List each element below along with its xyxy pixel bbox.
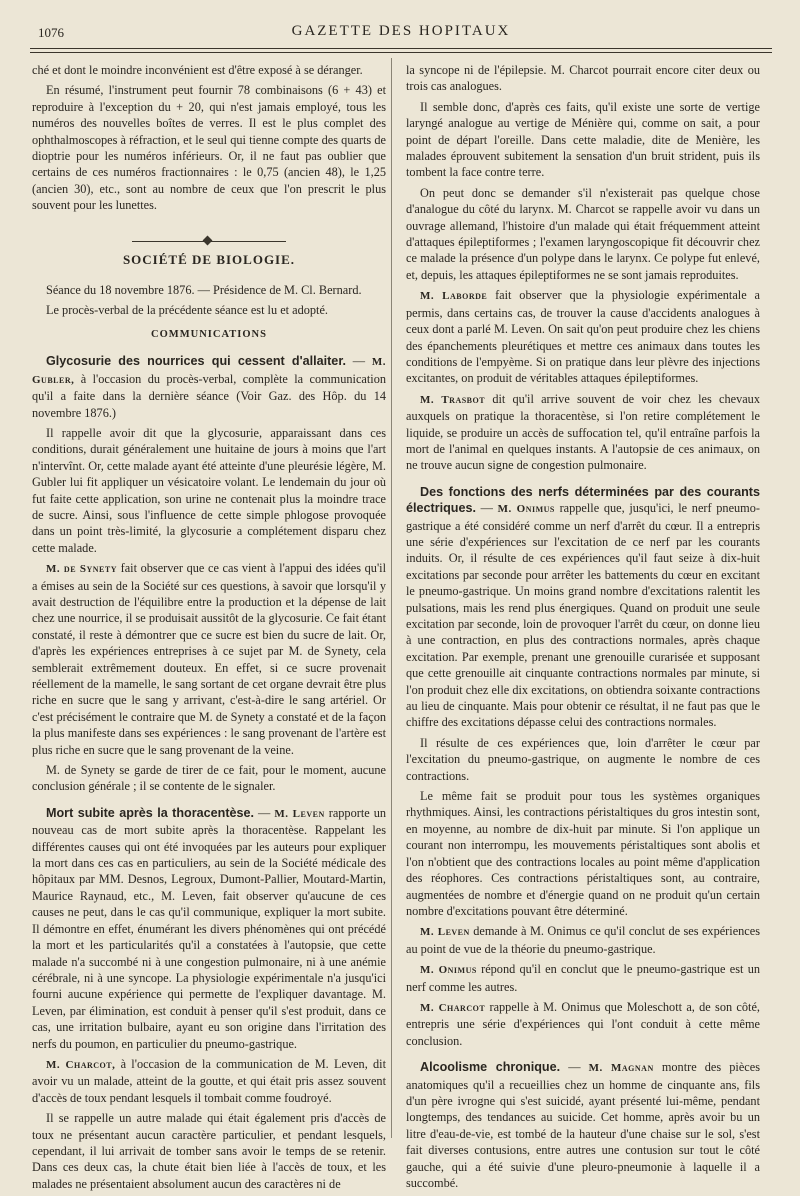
paragraph: Le même fait se produit pour tous les systèmes organiques rhythmiques. Ainsi, les contractions péristaltiques du gros intestin sont, en moyenne, au nombre de dix-huit par minute. Si l'on applique un courant non interrompu, les mouvements péristaltiques sont abolis et l'on n'obtient que des contractions locales au point même d'application des réophores. Ces contractions péristaltiques sont, au contraire, augmentées de nombre et d'énergie quand on ne produit qu'un certain nombre d'excitations pouvant être déterminé. bbox=[406, 789, 760, 918]
paragraph: Il résulte de ces expériences que, loin d'arrêter le cœur par l'excitation du pneumo-gastrique, on augmente le nombre de ces contractions. bbox=[406, 735, 760, 783]
speaker-name: M. Onimus bbox=[420, 964, 477, 977]
section-ornament bbox=[32, 236, 386, 246]
speaker-name: M. Leven bbox=[274, 807, 325, 820]
article-mort-subite: Mort subite après la thoracentèse. — M. Leven rapporte un nouveau cas de mort subite après la thoracentèse. Rappelant les différentes causes qui ont été invoquées par les auteurs pour expliquer la mort dans ces cas en particuliers, au sein de la Société médicale des hôpitaux par MM. Desnos, Legroux, Dumont-Pallier, Moutard-Martin, Maurice Raynaud, etc., M. Leven, fait observer qu'aucune de ces causes ne peut, dans le cas qu'il communique, expliquer la mort subite. Il démontre en effet, énumérant les divers phénomènes qui ont précédé la mort et les particularités qu'il a constatées à l'autopsie, que cette malade n'a succombé ni à une congestion pulmonaire, ni à une anémie cérébrale, ni à une syncope. La physiologie expérimentale n'a jusqu'ici fourni aucune expérience qui permette de l'expliquer davantage. M. Leven, par élimination, est conduit à penser qu'il s'est produit, dans ce cas, une irritation bulbaire, ayant eu son origine dans l'irritation des nerfs du poumon, en particulier du pneumo-gastrique. bbox=[32, 805, 386, 1051]
article-fonctions-nerfs: Des fonctions des nerfs déterminées par des courants électriques. — M. Onimus rappelle que, jusqu'ici, le nerf pneumo-gastrique a été considéré comme un nerf d'arrêt du cœur. Il a entrepris une série d'expériences sur l'excitation de ce nerf par les courants induits. Or, il résulte de ces expériences qu'il faut seize à dix-huit excitations par seconde pour arrêter les battements du cœur en excitant le pneumo-gastrique. Un moins grand nombre d'excitations ralentit les pulsations, mais les rend plus énergiques. Quand on produit une seule excitation par seconde, loin de provoquer l'arrêt du cœur, on donne lieu à une contraction, en plus des contractions normales, après chaque excitation. Par exemple, prenant une grenouille curarisée et supposant que cette grenouille ait cinquante contractions normales par minute, si l'on produit chez elle dix excitations, on obtiendra soixante contractions au lieu de cinquante. Mais pour obtenir ce résultat, il ne faut pas que le chiffre des excitations dépasse celui des contractions normales. bbox=[406, 484, 760, 730]
header-rule-double bbox=[30, 52, 772, 53]
article-alcoolisme: Alcoolisme chronique. — M. Magnan montre des pièces anatomiques qu'il a recueillies chez un homme de cinquante ans, fils d'un père ivrogne qui s'est suicidé, ayant présenté lui-même, pendant longtemps, des tendances au suicide. Cet homme, après avoir bu un litre d'eau-de-vie, est tombé de la hauteur d'une chaise sur le sol, s'est fait diverses contusions, entre autres une contusion sur tout le côté gauche, qui a été suivie d'une pleuro-pneumonie à laquelle il a succombé. bbox=[406, 1060, 760, 1190]
article-heading: Alcoolisme chronique. bbox=[420, 1060, 561, 1075]
seance-line: Séance du 18 novembre 1876. — Présidence de M. Cl. Bernard. bbox=[46, 283, 362, 298]
article-glycosurie: Glycosurie des nourrices qui cessent d'allaiter. — M. Gubler, à l'occasion du procès-verbal, complète la communication qu'il a faite dans la dernière séance (Voir Gaz. des Hôp. du 14 novembre 1876.) bbox=[32, 354, 387, 420]
paragraph: ché et dont le moindre inconvénient est d'être exposé à se déranger. bbox=[32, 63, 363, 77]
paragraph: M. Laborde fait observer que la physiologie expérimentale a permis, dans certains cas, de trouver la cause d'accidents analogues à ceux dont a parlé M. Leven. On sait qu'on peut produire chez les chiens des épanchements pleurétiques et mettre ces animaux dans toutes les conditions de l'empyème. Si on pratique dans leur plèvre des injections excitantes, on produit de véritables attaques épileptiformes. bbox=[406, 288, 760, 386]
speaker-name: M. Charcot bbox=[420, 1001, 486, 1014]
paragraph: la syncope ni de l'épilepsie. M. Charcot pourrait encore citer deux ou trois cas analogues. bbox=[406, 63, 760, 94]
speaker-name: M. de Synety bbox=[46, 563, 117, 576]
paragraph: M. de Synety se garde de tirer de ce fait, pour le moment, aucune conclusion générale ; il se contente de le signaler. bbox=[32, 763, 386, 794]
paragraph: Il rappelle avoir dit que la glycosurie, apparaissant dans ces conditions, durait généralement une huitaine de jours à moins que l'art n'intervînt. Or, cette malade ayant été atteinte d'une pleurésie légère, M. Gubler lui fit appliquer un vésicatoire volant. Le lendemain du jour où fut faite cette application, son urine ne contenait plus la moindre trace de sucre. Ainsi, sous l'influence de cette simple phlogose provoquée dans un point très-limité, la glycosurie a complétement disparu chez cette malade. bbox=[32, 425, 386, 555]
paragraph: Il semble donc, d'après ces faits, qu'il existe une sorte de vertige laryngé analogue au vertige de Ménière qui, comme on sait, a pour point de départ l'oreille. Dans cette maladie, dite de Menière, les malades éprouvent subitement la sensation d'un bruit strident, puis ils tombent la face contre terre. bbox=[406, 99, 760, 180]
page-header bbox=[30, 20, 772, 48]
paragraph: M. Charcot, à l'occasion de la communication de M. Leven, dit avoir vu un malade, atteint de la goutte, et qui était pris assez souvent d'accès de toux pendant lesquels il tombait comme foudroyé. bbox=[32, 1056, 386, 1105]
paragraph: On peut donc se demander s'il n'existerait pas quelque chose d'analogue du côté du larynx. M. Charcot se rappelle avoir vu dans un ouvrage allemand, l'histoire d'un malade qui était fréquemment atteint d'attaques épileptiformes ; l'examen laryngoscopique fit découvrir chez ce malade la présence d'un polype dans le larynx. Ce polype fut enlevé, et, depuis, les attaques épileptiformes ne se sont jamais reproduites. bbox=[406, 185, 760, 282]
article-heading: Des fonctions des nerfs déterminées par des courants électriques. bbox=[406, 484, 760, 516]
right-column bbox=[406, 62, 760, 1195]
paragraph: Le procès-verbal de la précédente séance est lu et adopté. bbox=[46, 303, 328, 318]
paragraph: M. Leven demande à M. Onimus ce qu'il conclut de ses expériences au point de vue de la théorie du pneumo-gastrique. bbox=[406, 924, 761, 956]
left-column bbox=[32, 62, 386, 1196]
speaker-name: M. Gubler, bbox=[32, 356, 386, 386]
paragraph: M. de Synety fait observer que ce cas vient à l'appui des idées qu'il a émises au sein de la Société sur ces questions, à savoir que lorsqu'il y avait destruction de l'équilibre entre la production et la dépense de lait chez une nourrice, il se produisait aussitôt de la glycosurie. Ce fait étant constaté, il reste à démontrer que ce sucre est bien du sucre de lait. Or, d'après les expériences entreprises à ce sujet par M. de Synety, cela semblerait extrêmement douteux. En effet, si ce sucre provenait réellement de la mamelle, le sang sortant de cet organe devrait être plus riche en sucre que le sang y arrivant, c'est-à-dire le sang artériel. Or c'est précisément le contraire que M. de Synety a constaté et de la façon la plus manifeste dans ses expériences : le sang provenant de l'artère est plus riche en sucre que le sang provenant de la veine. bbox=[32, 561, 387, 757]
paragraph: En résumé, l'instrument peut fournir 78 combinaisons (6 + 43) et reproduire à l'exception du + 20, qui n'est jamais employé, tous les numéros des nouvelles boîtes de verres. Il est le plus complet des ophthalmoscopes à réfraction, et le seul qui tienne compte des quarts de dioptrie pour les numéros inférieurs. Or, il ne faut pas oublier que certains de ces numéros fractionnaires : le 0,75 (ancien 48), le 1,25 (ancien 30), etc., sont au nombre de ceux que l'on prescrit le plus souvent pour les lunettes. bbox=[32, 83, 386, 213]
speaker-name: M. Laborde bbox=[420, 290, 488, 303]
speaker-name: M. Charcot, bbox=[46, 1058, 116, 1071]
speaker-name: M. Leven bbox=[420, 926, 470, 939]
paragraph: M. Charcot rappelle à M. Onimus que Moleschott a, de son côté, entrepris une série d'expériences qui l'ont conduit à cette même conclusion. bbox=[406, 999, 760, 1048]
section-title: SOCIÉTÉ DE BIOLOGIE. bbox=[122, 251, 296, 267]
column-separator bbox=[391, 58, 392, 1138]
speaker-name: M. Trasbot bbox=[420, 393, 486, 406]
header-rule bbox=[30, 48, 772, 49]
article-heading: Glycosurie des nourrices qui cessent d'allaiter. bbox=[46, 354, 347, 369]
paragraph: M. Trasbot dit qu'il arrive souvent de voir chez les chevaux auxquels on pratique la thoracentèse, si l'on retire complétement le liquide, se produire un accès de suffocation tel, qu'il entraîne parfois la mort de l'animal en quelques instants. A l'autopsie de ces animaux, on ne trouve aucun signe de congestion pulmonaire. bbox=[406, 391, 760, 473]
journal-title: GAZETTE DES HOPITAUX bbox=[291, 23, 511, 39]
article-heading: Mort subite après la thoracentèse. bbox=[46, 805, 255, 820]
speaker-name: M. Onimus bbox=[497, 503, 555, 516]
speaker-name: M. Magnan bbox=[588, 1062, 654, 1075]
page-number: 1076 bbox=[38, 25, 64, 40]
paragraph: M. Onimus répond qu'il en conclut que le pneumo-gastrique est un nerf comme les autres. bbox=[406, 962, 760, 994]
paragraph: Il se rappelle un autre malade qui était également pris d'accès de toux ne présentant aucun caractère particulier, et pendant lesquels, cependant, il lui arrivait de tomber sans avoir le temps de se retenir. Dans ces deux cas, la chute était bien liée à l'accès de toux, et les malades ne présentaient absolument aucun des caractères ni de bbox=[32, 1111, 386, 1191]
subheading: COMMUNICATIONS bbox=[151, 328, 267, 340]
